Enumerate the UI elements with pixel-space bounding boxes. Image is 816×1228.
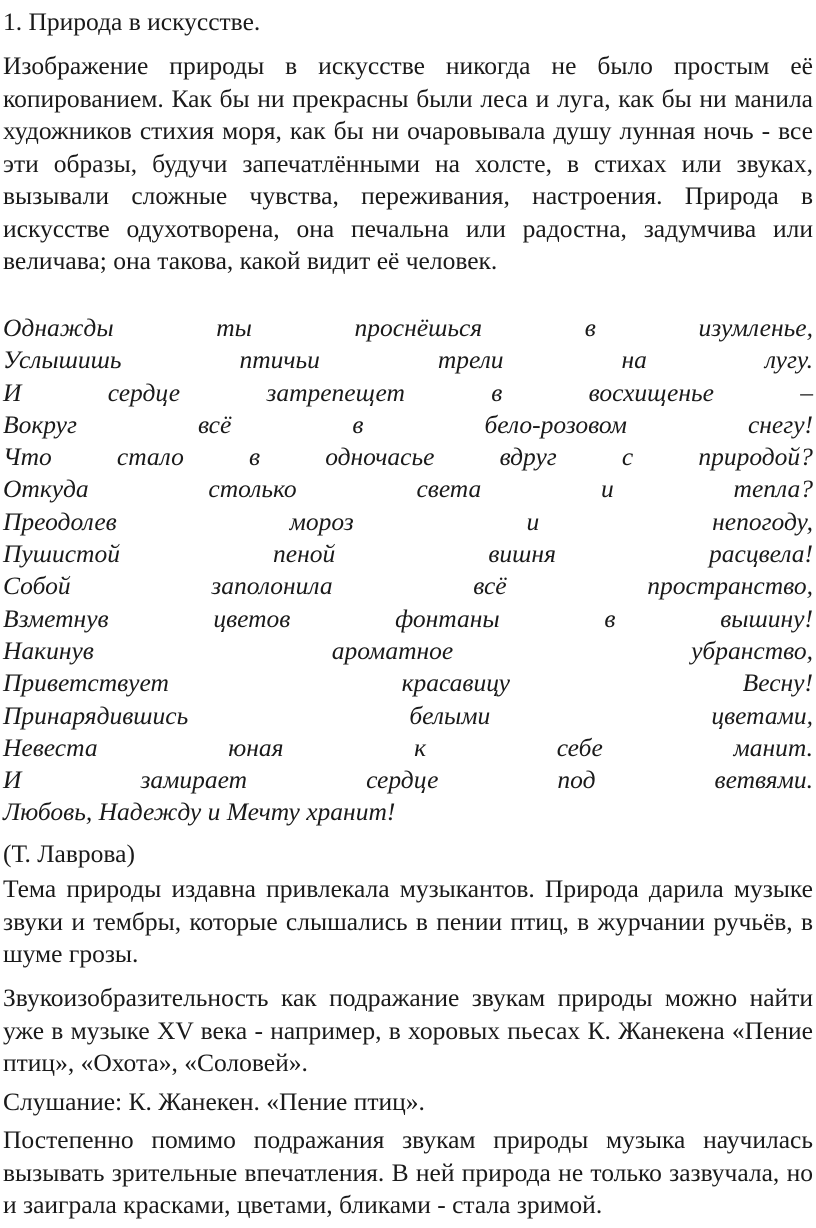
poem-word: юная (228, 732, 284, 762)
poem-line (3, 441, 813, 473)
visual-impressions-paragraph: Постепенно помимо подражания звукам природы музыка научилась вызывать зрительные впечатления. В ней природа не только зазвучала, но и заиграла красками, цветами, бликами - стала зримой. (3, 1125, 813, 1219)
poem-word: восхищенье (588, 377, 714, 407)
poem-word: в (604, 603, 616, 633)
sound-imitation-paragraph: Звукоизобразительность как подражание звукам природы можно найти уже в музыке XV века - например, в хоровых пьесах К. Жанекена «Пение птиц», «Охота», «Соловей». (3, 983, 813, 1077)
poem-word: вишня (488, 539, 556, 569)
poem-word: лугу. (764, 345, 813, 375)
poem-word: в (249, 442, 261, 472)
poem-word: ты (216, 313, 252, 342)
poem-word: на (621, 345, 647, 375)
poem-word: пеной (273, 539, 336, 569)
poem-word: убранство, (691, 635, 813, 665)
poem-word: Собой (3, 571, 71, 601)
poem-word: цветов (213, 603, 291, 633)
poem-line (3, 506, 813, 538)
poem-word: всё (473, 571, 507, 601)
poem-word: замирает (140, 765, 248, 795)
poem-word: птичьи (239, 345, 320, 375)
poem-word: и (601, 474, 614, 504)
poem-line (3, 700, 813, 732)
poem-word: Откуда (3, 474, 89, 504)
poem-line (3, 312, 813, 344)
poem-word: вышину! (720, 603, 813, 633)
poem-word: столько (208, 474, 297, 504)
poem-word: Однажды (3, 313, 114, 342)
poem-word: под (557, 765, 596, 795)
poem-word: – (800, 377, 813, 407)
poem-word: И (3, 377, 22, 407)
poem-line (3, 764, 813, 796)
poem-word: Что (3, 442, 52, 472)
poem-word: ароматное (331, 635, 454, 665)
poem-line (3, 344, 813, 376)
poem-word: расцвела! (709, 539, 813, 569)
poem-line (3, 667, 813, 699)
poem-word: в (352, 409, 364, 439)
poem-word: всё (197, 409, 232, 439)
poem-word: Пушистой (3, 539, 120, 569)
poem-word: Приветствует (3, 668, 169, 698)
poem-line (3, 377, 813, 409)
poem-word: пространство, (647, 571, 813, 601)
poem-word: Взметнув (3, 603, 109, 633)
poem-word: белыми (409, 700, 491, 730)
poem-word: затрепещет (266, 377, 405, 407)
poem-word: Накинув (3, 635, 94, 665)
poem-word: Вокруг (3, 409, 77, 439)
intro-paragraph: Изображение природы в искусстве никогда не было простым её копированием. Как бы ни прекрасны были леса и луга, как бы ни манила художников стихия моря, как бы ни очаровывала душу лунная ночь - все эти образы, будучи запечатлёнными на холсте, в стихах или звуках, вызывали сложные чувства, переживания, настроения. Природа в искусстве одухотворена, она печальна или радостна, задумчива или величава; она такова, какой видит её человек. (3, 51, 813, 275)
poem-word: одночасье (325, 442, 435, 472)
poem-word: Услышишь (3, 345, 122, 375)
poem-word: с (621, 442, 634, 472)
poem-word: ветвями. (714, 765, 813, 795)
poem-word: Невеста (3, 732, 98, 762)
poem-author: (Т. Лаврова) (3, 839, 135, 868)
poem-word: непогоду, (712, 506, 813, 536)
poem-line (3, 570, 813, 602)
poem-word: мороз (289, 506, 354, 536)
section-heading: 1. Природа в искусстве. (3, 7, 261, 36)
poem-word: к (414, 732, 427, 762)
poem-word: изумленье, (698, 313, 813, 342)
poem-word: себе (556, 732, 603, 762)
music-nature-paragraph: Тема природы издавна привлекала музыкантов. Природа дарила музыке звуки и тембры, которые слышались в пении птиц, в журчании ручьёв, в шуме грозы. (3, 874, 813, 968)
poem-word: трели (437, 345, 504, 375)
poem-word: сердце (366, 765, 439, 795)
poem-word: И (3, 765, 22, 795)
poem-word: фонтаны (395, 603, 500, 633)
poem-word: снегу! (747, 409, 813, 439)
poem-line (3, 635, 813, 667)
poem-word: в (584, 313, 596, 342)
poem-line (3, 603, 813, 635)
poem-word: Весну! (742, 668, 813, 698)
poem-word: бело-розовом (484, 409, 627, 439)
poem-word: проснёшься (354, 313, 483, 342)
poem-word: красавицу (401, 668, 510, 698)
poem-word: сердце (107, 377, 181, 407)
poem-word: заполонила (211, 571, 333, 601)
poem-word: в (491, 377, 503, 407)
poem-word: и (526, 506, 540, 536)
poem-line: Любовь, Надежду и Мечту хранит! (3, 797, 396, 827)
poem-line (3, 732, 813, 764)
poem-word: стало (116, 442, 184, 472)
poem-line (3, 538, 813, 570)
poem (3, 312, 813, 829)
poem-word: Принарядившись (3, 700, 189, 730)
poem-line (3, 409, 813, 441)
poem-word: природой? (698, 442, 813, 472)
poem-word: манит. (733, 732, 813, 762)
poem-line (3, 473, 813, 505)
poem-word: Преодолев (3, 506, 117, 536)
poem-word: света (416, 474, 482, 504)
poem-word: цветами, (711, 700, 813, 730)
poem-word: вдруг (499, 442, 557, 472)
poem-word: тепла? (733, 474, 813, 504)
listening-line: Слушание: К. Жанекен. «Пение птиц». (3, 1087, 425, 1116)
